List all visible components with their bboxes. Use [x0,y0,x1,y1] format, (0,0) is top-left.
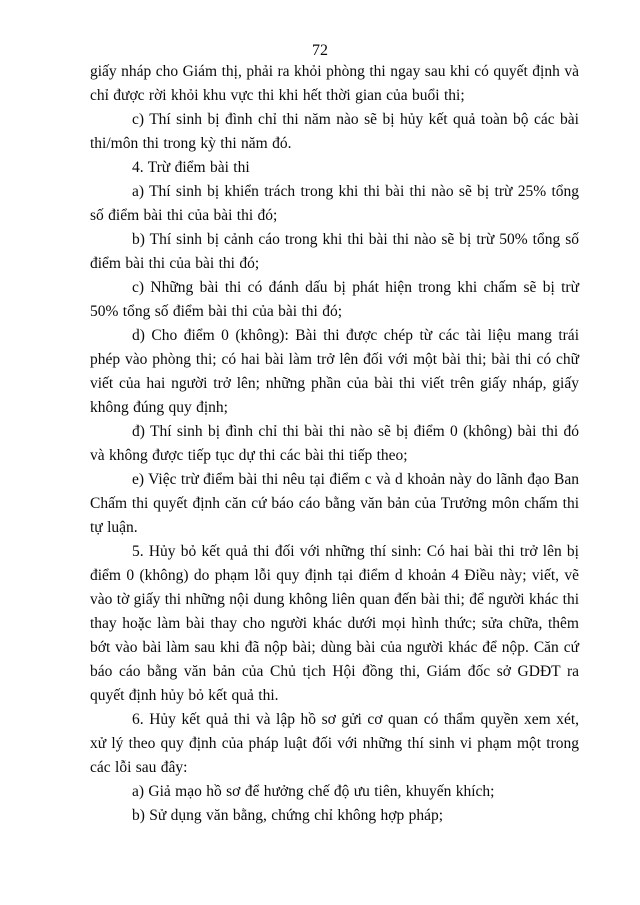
paragraph-item-b2: b) Sử dụng văn bằng, chứng chỉ không hợp pháp; [132,807,444,824]
paragraph-section-5: 5. Hủy bỏ kết quả thi đối với những thí sinh: Có hai bài thi trở lên bị điểm 0 (không) do phạm lỗi quy định tại điểm d khoản 4 Điều này; viết, vẽ vào tờ giấy thi những nội dung không liên quan đến bài thi; để người khác thi thay hoặc làm bài thay cho người khác dưới mọi hình thức; sửa chữa, thêm bớt vào bài làm sau khi đã nộp bài; dùng bài của người khác để nộp. Căn cứ báo cáo bằng văn bản của Chủ tịch Hội đồng thi, Giám đốc sở GDĐT ra quyết định hủy bỏ kết quả thi. [90,543,579,704]
paragraph-item-c: c) Thí sinh bị đình chỉ thi năm nào sẽ bị hủy kết quả toàn bộ các bài thi/môn thi trong kỳ thi năm đó. [90,111,579,152]
paragraph-item-a: a) Thí sinh bị khiển trách trong khi thi bài thi nào sẽ bị trừ 25% tổng số điểm bài thi của bài thi đó; [90,183,579,224]
page-number: 72 [312,42,328,59]
paragraph-item-a2: a) Giả mạo hồ sơ để hưởng chế độ ưu tiên, khuyến khích; [132,783,495,800]
document-body [90,60,579,828]
paragraph-item-b: b) Thí sinh bị cảnh cáo trong khi thi bài thi nào sẽ bị trừ 50% tổng số điểm bài thi của bài thi đó; [90,231,579,272]
paragraph-item-e: e) Việc trừ điểm bài thi nêu tại điểm c và d khoản này do lãnh đạo Ban Chấm thi quyết định căn cứ báo cáo bằng văn bản của Trưởng môn chấm thi tự luận. [90,471,579,536]
paragraph-item-c2: c) Những bài thi có đánh dấu bị phát hiện trong khi chấm sẽ bị trừ 50% tổng số điểm bài thi của bài thi đó; [90,279,579,320]
paragraph-section-4-heading: 4. Trừ điểm bài thi [132,159,250,176]
paragraph-continuation: giấy nháp cho Giám thị, phải ra khỏi phòng thi ngay sau khi có quyết định và chỉ được rời khỏi khu vực thi khi hết thời gian của buổi thi; [90,63,579,104]
paragraph-item-d: d) Cho điểm 0 (không): Bài thi được chép từ các tài liệu mang trái phép vào phòng thi; có hai bài làm trở lên đối với một bài thi; bài thi có chữ viết của hai người trở lên; những phần của bài thi viết trên giấy nháp, giấy không đúng quy định; [90,327,579,416]
paragraph-item-dd: đ) Thí sinh bị đình chỉ thi bài thi nào sẽ bị điểm 0 (không) bài thi đó và không được tiếp tục dự thi các bài thi tiếp theo; [90,423,579,464]
paragraph-section-6: 6. Hủy kết quả thi và lập hồ sơ gửi cơ quan có thẩm quyền xem xét, xử lý theo quy định của pháp luật đối với những thí sinh vi phạm một trong các lỗi sau đây: [90,711,579,776]
